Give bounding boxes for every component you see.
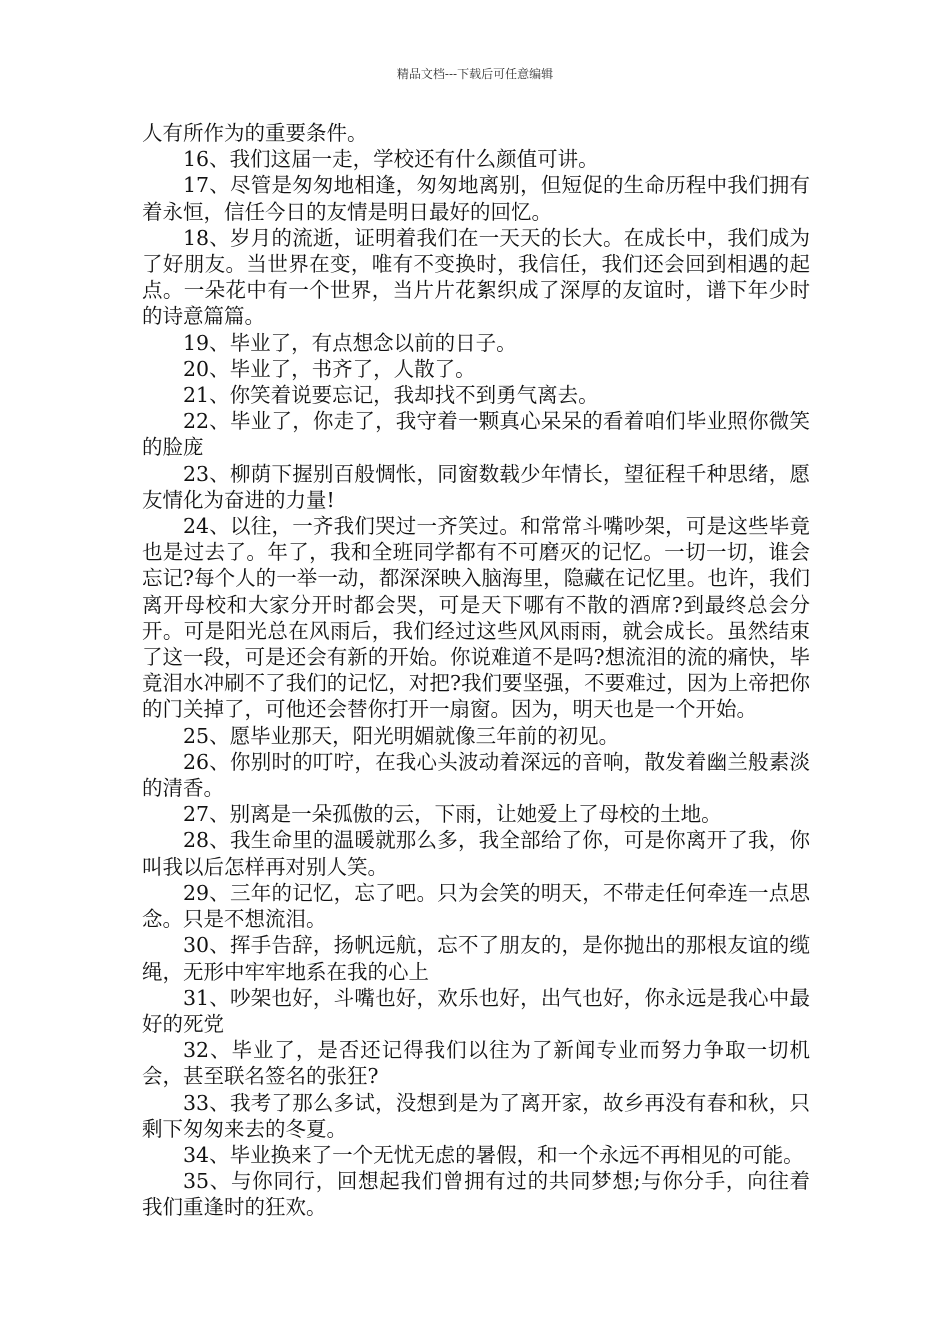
paragraph: 17、尽管是匆匆地相逢，匆匆地离别，但短促的生命历程中我们拥有着永恒，信任今日的友情是明日最好的回忆。	[142, 173, 810, 224]
paragraph: 30、挥手告辞，扬帆远航，忘不了朋友的，是你抛出的那根友谊的缆绳，无形中牢牢地系在我的心上	[142, 933, 810, 984]
paragraph: 34、毕业换来了一个无忧无虑的暑假，和一个永远不再相见的可能。	[183, 1142, 804, 1167]
paragraph: 35、与你同行，回想起我们曾拥有过的共同梦想;与你分手，向往着我们重逢时的狂欢。	[142, 1169, 810, 1220]
page-header: 精品文档---下载后可任意编辑	[396, 67, 554, 81]
paragraph: 28、我生命里的温暖就那么多，我全部给了你，可是你离开了我，你叫我以后怎样再对别人笑。	[142, 828, 810, 879]
paragraph: 27、别离是一朵孤傲的云，下雨，让她爱上了母校的土地。	[183, 802, 722, 827]
paragraph: 29、三年的记忆，忘了吧。只为会笑的明天，不带走任何牵连一点思念。只是不想流泪。	[142, 880, 810, 932]
paragraph: 人有所作为的重要条件。	[142, 121, 368, 145]
paragraph: 21、你笑着说要忘记，我却找不到勇气离去。	[183, 383, 599, 408]
paragraph: 19、毕业了，有点想念以前的日子。	[183, 330, 517, 355]
paragraph: 16、我们这届一走，学校还有什么颜值可讲。	[183, 147, 599, 172]
paragraph: 22、毕业了，你走了，我守着一颗真心呆呆的看着咱们毕业照你微笑的脸庞	[142, 409, 810, 460]
paragraph: 23、柳荫下握别百般惆怅，同窗数载少年情长，望征程千种思绪，愿友情化为奋进的力量!	[142, 461, 810, 512]
document-body	[142, 120, 810, 1221]
paragraph: 33、我考了那么多试，没想到是为了离开家，故乡再没有春和秋，只剩下匆匆来去的冬夏。	[142, 1090, 810, 1141]
paragraph: 20、毕业了，书齐了，人散了。	[183, 356, 476, 381]
paragraph: 25、愿毕业那天，阳光明媚就像三年前的初见。	[183, 723, 620, 748]
paragraph: 26、你别时的叮咛，在我心头波动着深远的音响，散发着幽兰般素淡的清香。	[142, 749, 810, 801]
paragraph: 24、以往，一齐我们哭过一齐笑过。和常常斗嘴吵架，可是这些毕竟也是过去了。年了，我和全班同学都有不可磨灭的记忆。一切一切，谁会忘记?每个人的一举一动，都深深映入脑海里，隐藏在记忆里。也许，我们离开母校和大家分开时都会哭，可是天下哪有不散的酒席?到最终总会分开。可是阳光总在风雨后，我们经过这些风风雨雨，就会成长。虽然结束了这一段，可是还会有新的开始。你说难道不是吗?想流泪的流的痛快，毕竟泪水冲刷不了我们的记忆，对把?我们要坚强，不要难过，因为上帝把你的门关掉了，可他还会替你打开一扇窗。因为，明天也是一个开始。	[142, 514, 810, 722]
paragraph: 18、岁月的流逝，证明着我们在一天天的长大。在成长中，我们成为了好朋友。当世界在变，唯有不变换时，我信任，我们还会回到相遇的起点。一朵花中有一个世界，当片片花絮织成了深厚的友谊时，谱下年少时的诗意篇篇。	[142, 225, 810, 329]
paragraph: 31、吵架也好，斗嘴也好，欢乐也好，出气也好，你永远是我心中最好的死党	[142, 985, 810, 1036]
paragraph: 32、毕业了，是否还记得我们以往为了新闻专业而努力争取一切机会，甚至联名签名的张狂?	[142, 1038, 810, 1089]
